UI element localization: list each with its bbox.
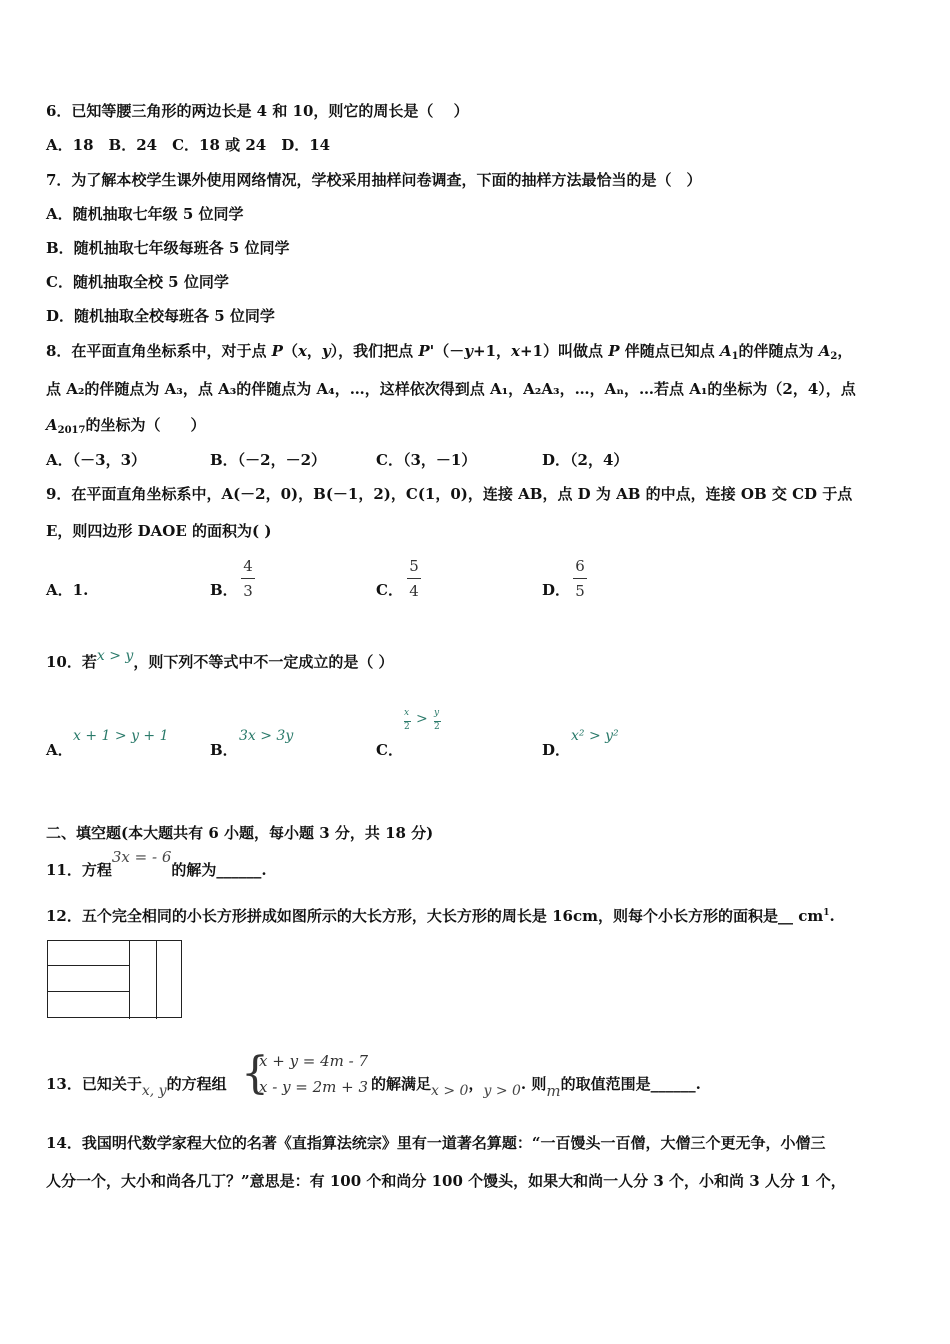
q13-equation-system: { x + y = 4m - 7 x - y = 2m + 3 xyxy=(241,1048,369,1099)
q10-expr-a: x + 1 > y + 1 xyxy=(73,728,169,744)
q9-fraction-c: 5 4 xyxy=(407,556,421,601)
q7-stem: 7．为了解本校学生课外使用网络情况，学校采用抽样问卷调查，下面的抽样方法最恰当的是（ ） xyxy=(46,171,702,189)
q8-option-b: B．（－2，－2） xyxy=(210,451,327,469)
q9-option-c: C． xyxy=(376,581,403,599)
q10-option-b: B． xyxy=(210,741,238,759)
q9-fraction-b: 4 3 xyxy=(241,556,255,601)
q8-line1: 8．在平面直角坐标系中，对于点 P（x，y），我们把点 P'（－y+1，x+1）叫做点 P 伴随点已知点 $A_1$的伴随点为 $A_2$， xyxy=(46,342,853,362)
q10-option-d: D． xyxy=(542,741,571,759)
q10-stem: 10．若x > y，则下列不等式中不一定成立的是（ ） xyxy=(46,648,394,671)
q8-line2: 点 A₂的伴随点为 A₃，点 A₃的伴随点为 A₄，…，这样依次得到点 A₁，A₂A₃，…，Aₙ，…若点 A₁的坐标为（2，4），点 xyxy=(46,380,856,398)
q9-option-a: A．1. xyxy=(46,581,89,599)
q10-option-c: C． xyxy=(376,741,403,759)
q9-line2: E，则四边形 DAOE 的面积为( ) xyxy=(46,522,272,540)
q13-stem-rest: 的解满足x > 0，y > 0. 则m的取值范围是______. xyxy=(371,1075,701,1100)
q11-stem: 11．方程3x = - 6的解为______. xyxy=(46,848,267,879)
q9-option-d: D． xyxy=(542,581,571,599)
q14-line2: 人分一个，大小和尚各几丁？”意思是：有 100 个和尚分 100 个馒头，如果大和尚一人分 3 个，小和尚 3 人分 1 个， xyxy=(46,1172,846,1190)
q7-option-d: D．随机抽取全校每班各 5 位同学 xyxy=(46,307,275,325)
q6-options: A．18 B．24 C．18 或 24 D．14 xyxy=(46,136,331,154)
q14-line1: 14．我国明代数学家程大位的名著《直指算法统宗》里有一道著名算题：“一百馒头一百僧，大僧三个更无争，小僧三 xyxy=(46,1134,826,1152)
section-2-heading: 二、填空题(本大题共有 6 小题，每小题 3 分，共 18 分) xyxy=(46,824,434,842)
q8-line3: $A_{2017}$的坐标为（ ） xyxy=(46,416,206,436)
q10-expr-d: x² > y² xyxy=(571,728,619,744)
q7-option-c: C．随机抽取全校 5 位同学 xyxy=(46,273,229,291)
q8-option-c: C．（3，－1） xyxy=(376,451,477,469)
q13-stem: 13．已知关于x, y的方程组 xyxy=(46,1075,227,1099)
q10-option-a: A． xyxy=(46,741,73,759)
rectangles-figure xyxy=(47,940,182,1018)
q12-stem: 12．五个完全相同的小长方形拼成如图所示的大长方形，大长方形的周长是 16cm，则每个小长方形的面积是__ $cm^1$. xyxy=(46,907,835,925)
q9-fraction-d: 6 5 xyxy=(573,556,587,601)
q8-option-a: A．（－3，3） xyxy=(46,451,147,469)
q9-option-b: B． xyxy=(210,581,238,599)
q7-option-b: B．随机抽取七年级每班各 5 位同学 xyxy=(46,239,290,257)
q9-line1: 9．在平面直角坐标系中，A(－2，0)，B(－1，2)，C(1，0)，连接 AB，点 D 为 AB 的中点，连接 OB 交 CD 于点 xyxy=(46,485,853,503)
q8-option-d: D．（2，4） xyxy=(542,451,629,469)
q7-option-a: A．随机抽取七年级 5 位同学 xyxy=(46,205,244,223)
q10-expr-c: x 2 > y 2 xyxy=(404,708,440,732)
q6-stem: 6．已知等腰三角形的两边长是 4 和 10，则它的周长是（ ） xyxy=(46,102,469,120)
q10-expr-b: 3x > 3y xyxy=(239,728,294,744)
